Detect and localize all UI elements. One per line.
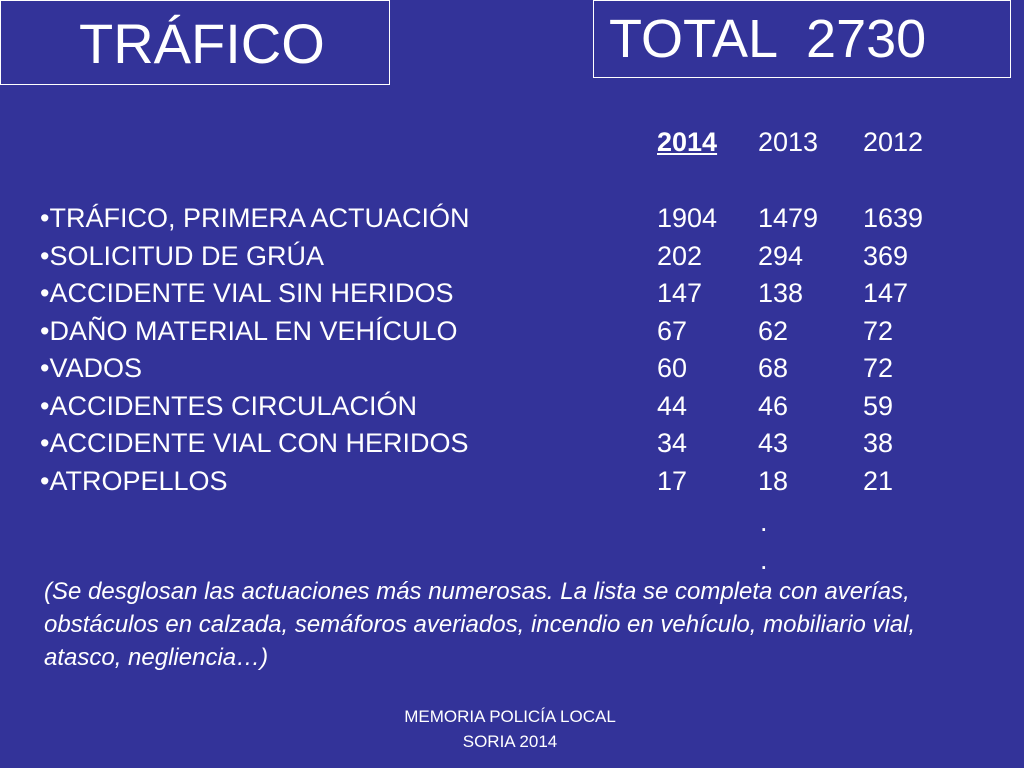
table-row	[40, 388, 1000, 426]
value-2013: 43	[758, 428, 789, 458]
row-label: •ACCIDENTES CIRCULACIÓN	[40, 390, 417, 421]
footnote: (Se desglosan las actuaciones más numerosas. La lista se completa con averías, obstáculos en calzada, semáforos averiados, incendio en vehículo, mobiliario vial, atasco, negliencia…)	[44, 578, 916, 671]
row-label: •ACCIDENTE VIAL SIN HERIDOS	[40, 278, 454, 308]
value-2013: 138	[758, 278, 804, 308]
value-2012: 21	[863, 465, 894, 496]
ellipsis-dot: .	[760, 545, 768, 575]
value-2014: 1904	[657, 203, 718, 233]
value-2014: 202	[657, 240, 703, 271]
slide-title: TRÁFICO	[0, 0, 390, 85]
value-2014: 17	[657, 465, 688, 496]
value-2014: 34	[657, 428, 688, 458]
table-row	[40, 200, 1000, 238]
row-label: •SOLICITUD DE GRÚA	[40, 240, 324, 271]
table-row	[40, 350, 1000, 388]
total-count: TOTAL 2730	[593, 0, 1011, 78]
value-2014: 67	[657, 315, 688, 346]
footer-line-1: MEMORIA POLICÍA LOCAL	[404, 707, 616, 726]
value-2014: 44	[657, 390, 688, 421]
row-label: •ATROPELLOS	[40, 465, 228, 496]
value-2014: 147	[657, 278, 703, 308]
table-row	[40, 238, 1000, 276]
table-row	[40, 463, 1000, 501]
value-2012: 72	[863, 353, 894, 383]
row-label: •VADOS	[40, 353, 142, 383]
value-2012: 147	[863, 278, 909, 308]
value-2014: 60	[657, 353, 688, 383]
value-2013: 62	[758, 315, 789, 346]
value-2012: 38	[863, 428, 894, 458]
value-2012: 369	[863, 240, 909, 271]
value-2013: 1479	[758, 203, 819, 233]
value-2013: 18	[758, 465, 789, 496]
footer-line-2: SORIA 2014	[462, 732, 558, 751]
year-header-2014: 2014	[657, 127, 718, 157]
table-row	[40, 313, 1000, 351]
value-2013: 68	[758, 353, 789, 383]
value-2013: 294	[758, 240, 804, 271]
table-row	[40, 275, 1000, 313]
row-label: •DAÑO MATERIAL EN VEHÍCULO	[40, 315, 458, 346]
value-2012: 72	[863, 315, 894, 346]
value-2013: 46	[758, 390, 789, 421]
year-header-2013: 2013	[758, 127, 819, 157]
value-2012: 1639	[863, 203, 924, 233]
year-header-2012: 2012	[863, 127, 924, 157]
row-label: •TRÁFICO, PRIMERA ACTUACIÓN	[40, 203, 470, 233]
row-label: •ACCIDENTE VIAL CON HERIDOS	[40, 428, 469, 458]
stats-table	[40, 200, 1000, 500]
slide-footer	[320, 704, 700, 754]
ellipsis-dot: .	[760, 507, 768, 537]
value-2012: 59	[863, 390, 894, 421]
table-row	[40, 425, 1000, 463]
